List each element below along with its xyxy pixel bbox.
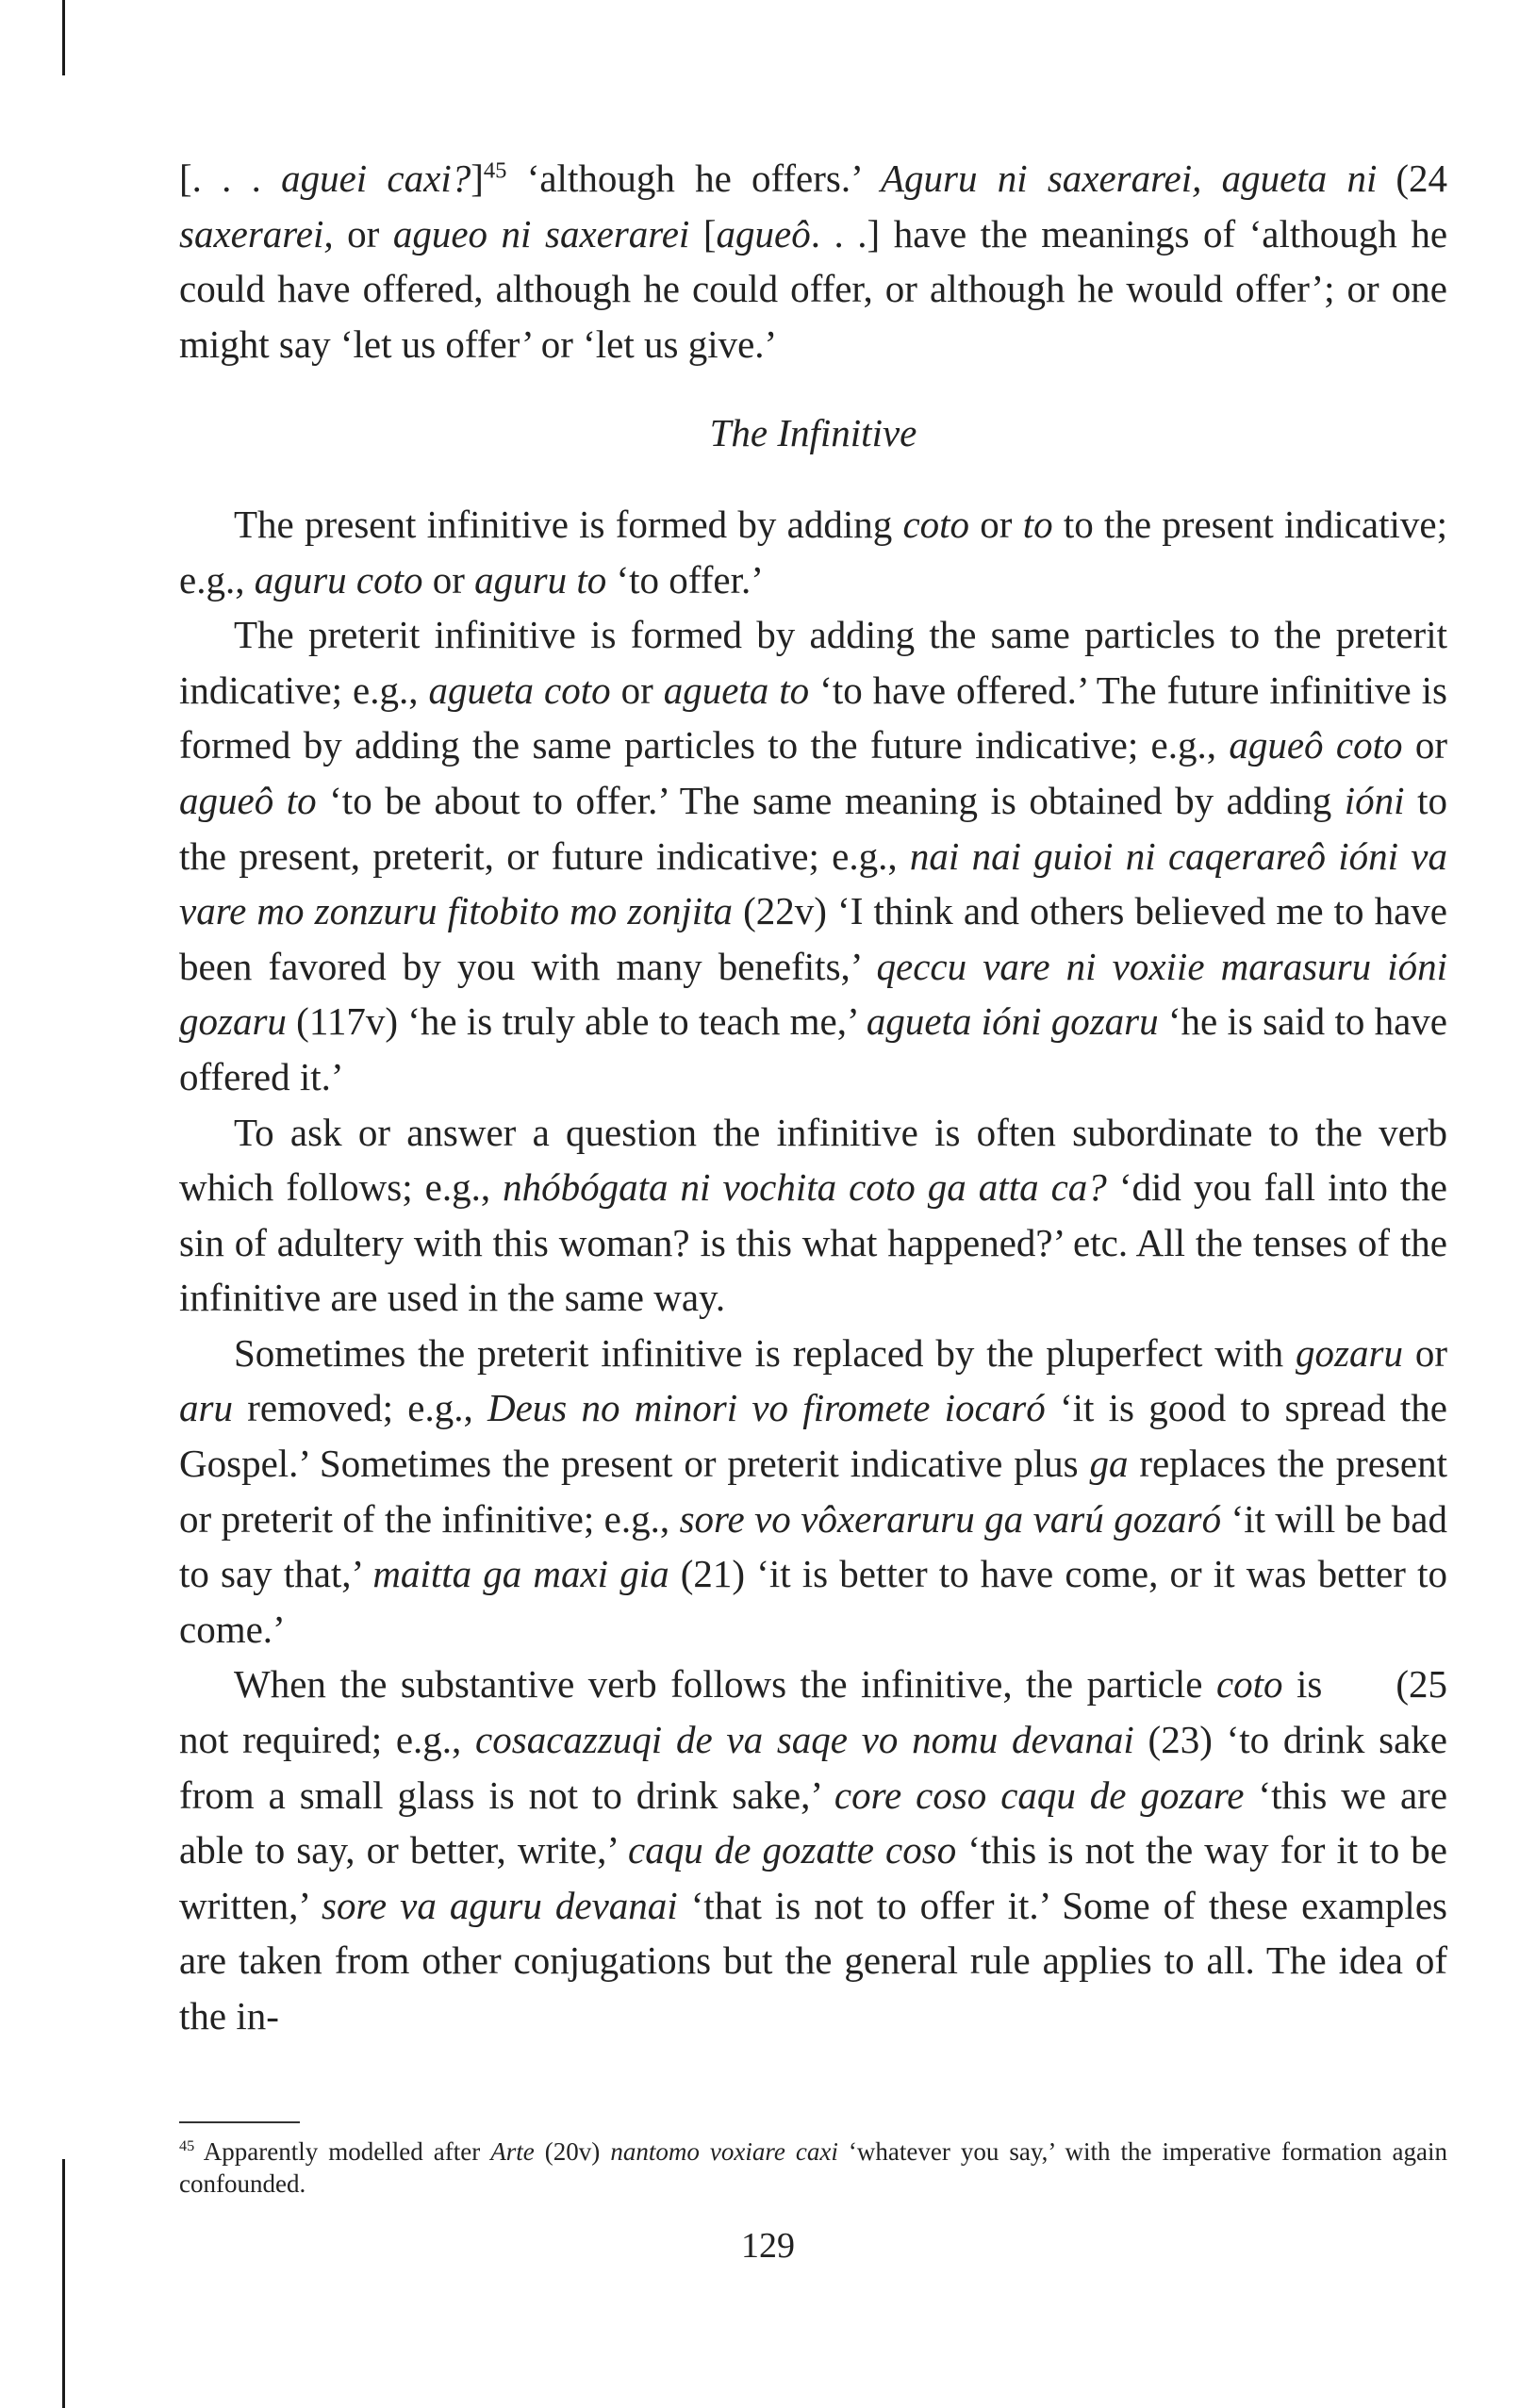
text-run: to the present indicative; e.g., — [179, 502, 1447, 602]
italic-term: coto — [902, 502, 970, 546]
text-run: or — [422, 557, 475, 602]
italic-term: sore va aguru devanai — [322, 1883, 678, 1927]
main-text — [179, 151, 1447, 2044]
italic-term: qeccu vare ni voxiie marasuru ióni gozaru — [179, 944, 1447, 1044]
text-run: (20v) — [534, 2137, 611, 2166]
paragraph — [179, 607, 1447, 1104]
text-run: ‘to be about to offer.’ The same meaning is obtained by adding — [316, 778, 1345, 822]
paragraph — [179, 497, 1447, 607]
italic-term: agueta ióni gozaru — [866, 999, 1159, 1044]
text-run: ‘although he offers.’ — [506, 157, 881, 200]
italic-term: agueta coto — [428, 668, 611, 712]
italic-term: core coso caqu de gozare — [834, 1773, 1245, 1817]
text-run: Sometimes the preterit infinitive is replaced by the pluperfect with — [234, 1330, 1297, 1375]
text-run: ] — [471, 157, 484, 200]
italic-term: agueô — [716, 211, 811, 256]
text-run: (23) ‘to drink sake from a small glass is not to drink sake,’ — [179, 1718, 1448, 1817]
italic-term: coto — [1215, 1662, 1283, 1707]
italic-term: to — [1022, 502, 1053, 546]
italic-term: aru — [179, 1386, 233, 1430]
italic-term: nantomo voxiare caxi — [610, 2137, 838, 2166]
italic-term: sore vo vôxeraruru ga varú gozaró — [679, 1496, 1222, 1541]
italic-term: aguru coto — [254, 557, 423, 602]
italic-term: aguei caxi? — [281, 157, 471, 200]
text-run: . . .] have the meanings of ‘although he could have offered, although he could offer, or although he would offer’; or one might say ‘let us offer’ or ‘let us give.’ — [179, 211, 1448, 366]
italic-term: caqu de gozatte coso — [628, 1828, 957, 1872]
text-run: (22v) ‘I think and others believed me to have been favored by you with many benefits,’ — [179, 889, 1448, 988]
text-run: ‘did you fall into the sin of adultery with this woman? is this what happened?’ etc. All the tenses of the infinitive are used in the same way. — [179, 1165, 1447, 1320]
footnote-divider — [179, 2121, 300, 2123]
scan-edge-line-top — [62, 0, 65, 75]
text-run: replaces the present or preterit of the infinitive; e.g., — [179, 1442, 1447, 1541]
text-run: is not required; e.g., — [179, 1662, 1323, 1762]
paragraph — [179, 1326, 1447, 1658]
italic-term: agueô to — [179, 778, 317, 822]
text-run: or — [610, 668, 664, 712]
text-run: (21) ‘it is better to have come, or it was better to come.’ — [179, 1552, 1447, 1651]
margin-note: (24 — [1396, 157, 1447, 200]
italic-term: gozaru — [1296, 1330, 1403, 1375]
text-run: or — [1402, 723, 1447, 767]
text-run: (117v) ‘he is truly able to teach me,’ — [286, 999, 867, 1044]
text-run: Apparently modelled after — [194, 2137, 491, 2166]
italic-term: Arte — [490, 2137, 535, 2166]
text-run: ‘he is said to have offered it.’ — [179, 999, 1447, 1098]
text-run: ‘it will be bad to say that,’ — [179, 1496, 1447, 1596]
page-number: 129 — [741, 2226, 795, 2266]
text-run: removed; e.g., — [232, 1386, 487, 1430]
italic-term: cosacazzuqi de va saqe vo nomu devanai — [475, 1718, 1134, 1762]
paragraph — [179, 1105, 1447, 1326]
text-run: The preterit infinitive is formed by adding the same particles to the preterit indicative; e.g., — [179, 613, 1447, 712]
paragraph — [179, 1657, 1447, 2043]
text-run: ‘to have offered.’ The future infinitive is formed by adding the same particles to the future indicative; e.g., — [179, 668, 1447, 767]
italic-term: nhóbógata ni vochita coto ga atta ca? — [503, 1165, 1107, 1210]
italic-term: agueo ni saxerarei — [392, 211, 690, 256]
margin-note: (25 — [1396, 1662, 1447, 1707]
text-run: ‘to offer.’ — [606, 557, 764, 602]
text-run: ‘that is not to offer it.’ Some of these examples are taken from other conjugations but the general rule applies to all. The idea of the in- — [179, 1883, 1447, 2037]
section-heading: The Infinitive — [709, 411, 917, 455]
text-run: The present infinitive is formed by adding — [234, 502, 903, 546]
text-run: ‘this is not the way for it to be written,’ — [179, 1828, 1447, 1927]
text-run: [ — [689, 211, 717, 256]
text-run: To ask or answer a question the infinitive is often subordinate to the verb which follows; e.g., — [179, 1110, 1447, 1210]
italic-term: aguru to — [474, 557, 607, 602]
text-run: ‘this we are able to say, or better, write,’ — [179, 1773, 1448, 1872]
italic-term: nai nai guioi ni caqerareô ióni va vare mo zonzuru fitobito mo zonjita — [179, 833, 1448, 933]
footnote-marker: 45 — [483, 157, 507, 184]
italic-term: Aguru ni saxerarei, agueta ni saxerarei, — [179, 157, 1378, 256]
italic-term: ga — [1089, 1442, 1129, 1486]
text-run: to the present, preterit, or future indicative; e.g., — [179, 778, 1447, 878]
paragraph — [179, 151, 1447, 371]
text-run: ‘it is good to spread the Gospel.’ Sometimes the present or preterit indicative plus — [179, 1386, 1447, 1486]
text-run: or — [969, 502, 1023, 546]
italic-term: maitta ga maxi gia — [372, 1552, 669, 1596]
footnote — [179, 2136, 1447, 2200]
text-run: or — [333, 211, 393, 256]
text-run: or — [1402, 1330, 1447, 1375]
text-run: When the substantive verb follows the infinitive, the particle — [234, 1662, 1216, 1707]
scan-edge-line-bottom — [62, 2159, 65, 2408]
text-run: [. . . — [179, 157, 282, 200]
italic-term: Deus no minori vo firomete iocaró — [487, 1386, 1046, 1430]
italic-term: agueta to — [663, 668, 810, 712]
footnote-marker: 45 — [179, 2137, 195, 2154]
italic-term: ióni — [1344, 778, 1405, 822]
italic-term: agueô coto — [1229, 723, 1403, 767]
text-run: ‘whatever you say,’ with the imperative formation again confounded. — [179, 2137, 1447, 2198]
